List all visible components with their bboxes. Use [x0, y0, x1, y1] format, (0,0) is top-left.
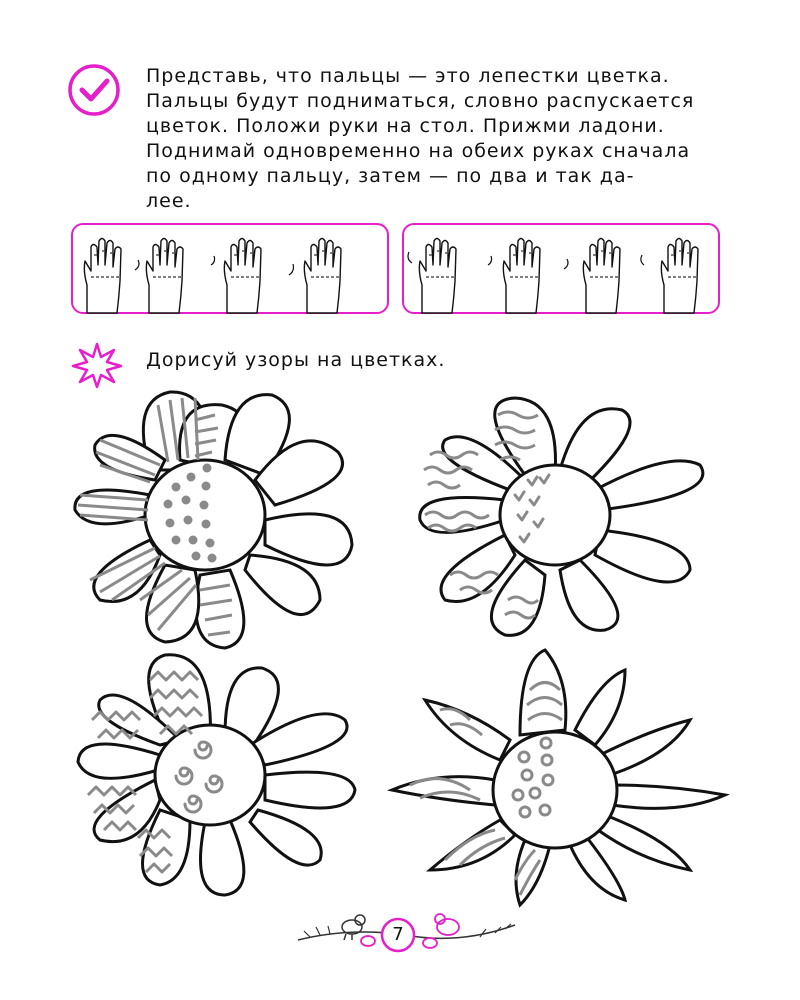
flower-coloring-icon [420, 398, 703, 635]
task1-line: лее. [146, 190, 192, 212]
task1-line: цветок. Положи руки на стол. Прижми ладони. [146, 115, 665, 137]
task2-instruction: Дорисуй узоры на цветках. [146, 349, 446, 371]
task1-line: по одному пальцу, затем — по два и так да- [146, 165, 635, 187]
task1-line: Поднимай одновременно на обеих руках сначала [146, 140, 691, 162]
page-number: 7 [392, 924, 404, 945]
flower-coloring-icon [75, 392, 352, 648]
task1-line: Представь, что пальцы — это лепестки цветка. [146, 65, 670, 87]
task1-line: Пальцы будут подниматься, словно распускается [146, 90, 695, 112]
